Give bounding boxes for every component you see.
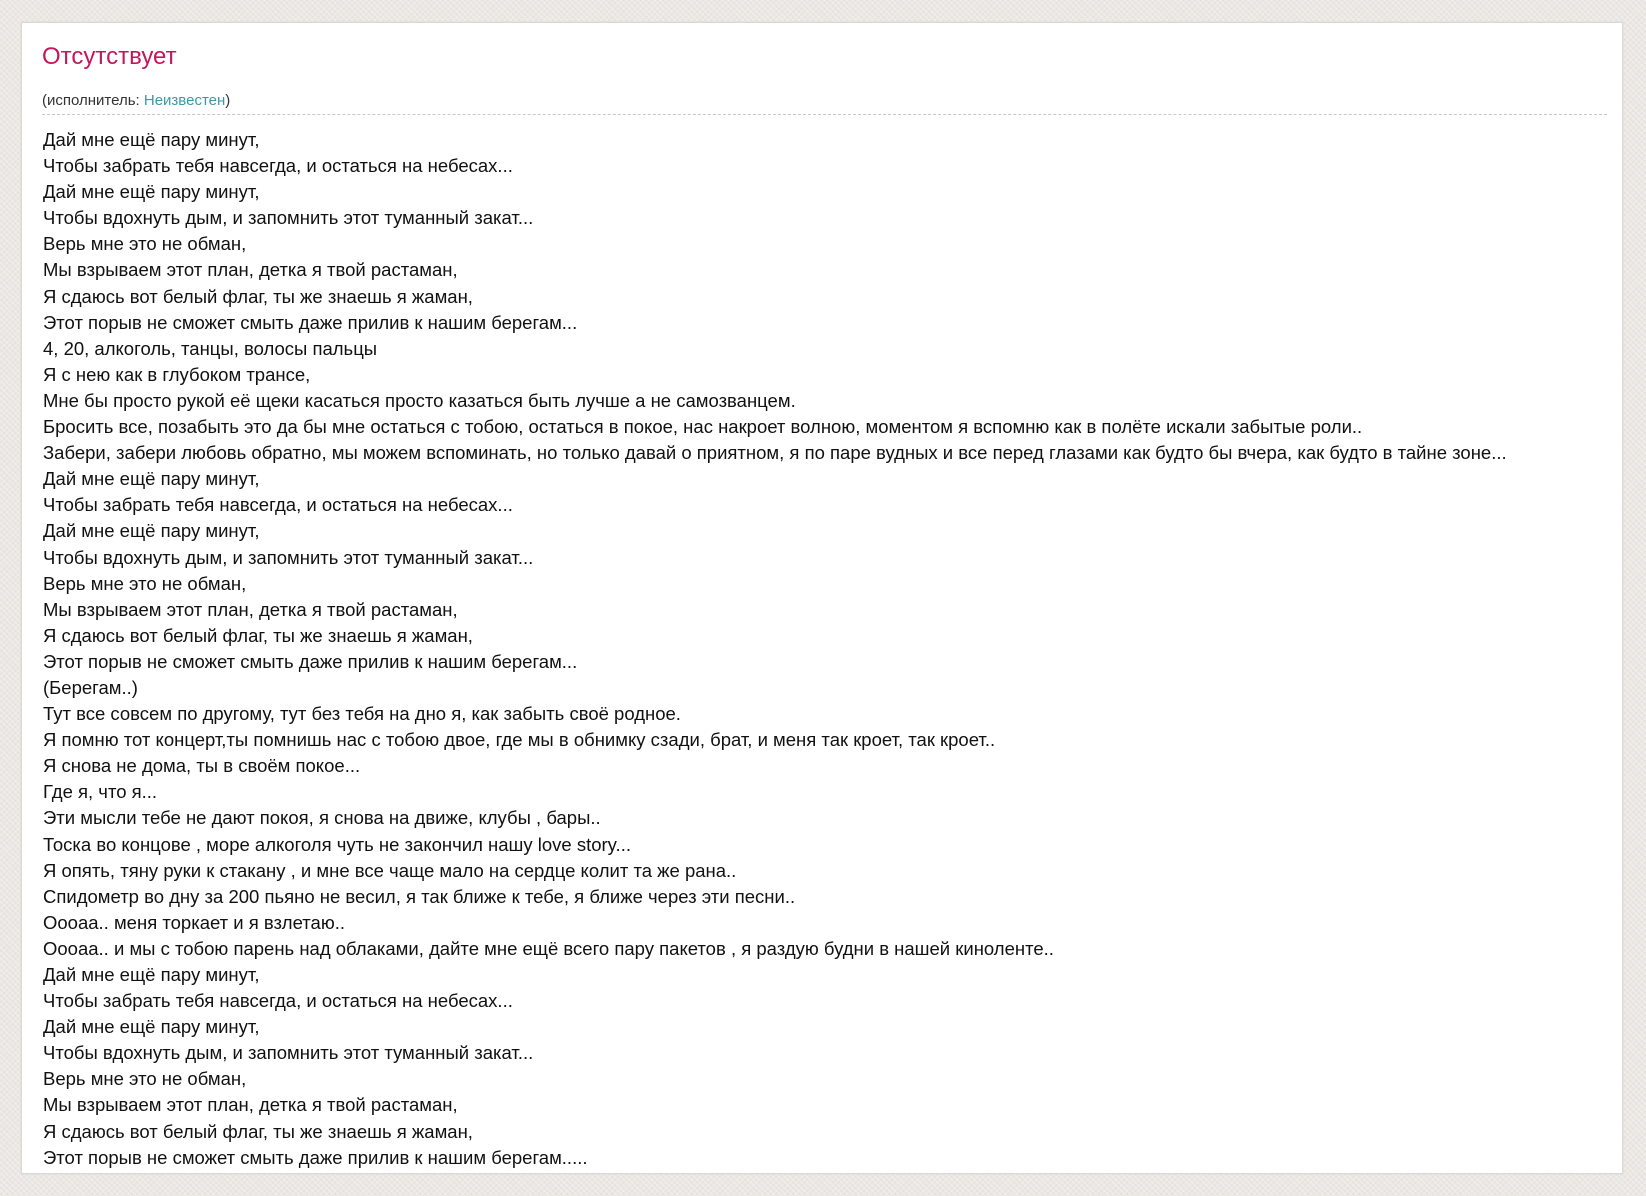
lyric-line: Забери, забери любовь обратно, мы можем вспоминать, но только давай о приятном, я по паре вудных и все перед глазами как будто бы вчера, как будто в тайне зоне...	[43, 442, 1507, 464]
lyric-line: Дай мне ещё пару минут,	[43, 181, 260, 203]
lyric-line: Этот порыв не сможет смыть даже прилив к нашим берегам.....	[43, 1146, 588, 1168]
lyric-line: Верь мне это не обман,	[43, 233, 247, 255]
lyric-line: Бросить все, позабыть это да бы мне остаться с тобою, остаться в покое, нас накроет волною, моментом я вспомню как в полёте искали забытые роли..	[43, 416, 1363, 438]
performer-link[interactable]: Неизвестен	[143, 92, 226, 109]
lyric-line: Где я, что я...	[43, 781, 158, 803]
lyric-line: Я снова не дома, ты в своём покое...	[43, 755, 361, 777]
lyric-line: Тоска во концове , море алкоголя чуть не закончил нашу love story...	[43, 833, 631, 855]
lyric-line: 4, 20, алкоголь, танцы, волосы пальцы	[43, 337, 378, 359]
lyric-line: (Берегам..)	[43, 676, 138, 698]
lyric-line: Оооаа.. и мы с тобою парень над облаками, дайте мне ещё всего пару пакетов , я раздую будни в нашей киноленте..	[43, 937, 1054, 959]
lyric-line: Чтобы забрать тебя навсегда, и остаться на небесах...	[43, 494, 513, 516]
lyric-line: Я с нею как в глубоком трансе,	[43, 363, 311, 385]
lyric-line: Чтобы забрать тебя навсегда, и остаться на небесах...	[43, 155, 513, 177]
lyric-line: Мы взрываем этот план, детка я твой растаман,	[43, 598, 458, 620]
lyric-line: Верь мне это не обман,	[43, 572, 247, 594]
lyrics-text	[43, 127, 1623, 1171]
lyric-line: Мне бы просто рукой её щеки касаться просто казаться быть лучше а не самозванцем.	[43, 389, 796, 411]
lyric-line: Дай мне ещё пару минут,	[43, 1016, 260, 1038]
lyric-line: Я сдаюсь вот белый флаг, ты же знаешь я жаман,	[43, 285, 473, 307]
lyric-line: Я сдаюсь вот белый флаг, ты же знаешь я жаман,	[43, 624, 473, 646]
lyric-line: Оооаа.. меня торкает и я взлетаю..	[43, 911, 345, 933]
lyric-line: Тут все совсем по другому, тут без тебя на дно я, как забыть своё родное.	[43, 703, 681, 725]
performer-line	[42, 92, 230, 110]
lyric-line: Спидометр во дну за 200 пьяно не весил, я так ближе к тебе, я ближе через эти песни..	[43, 885, 796, 907]
lyric-line: Я сдаюсь вот белый флаг, ты же знаешь я жаман,	[43, 1120, 473, 1142]
performer-suffix: )	[225, 92, 231, 109]
lyric-line: Эти мысли тебе не дают покоя, я снова на движе, клубы , бары..	[43, 807, 601, 829]
lyric-line: Мы взрываем этот план, детка я твой растаман,	[43, 1094, 458, 1116]
lyric-line: Мы взрываем этот план, детка я твой растаман,	[43, 259, 458, 281]
lyric-line: Верь мне это не обман,	[43, 1068, 247, 1090]
lyric-line: Чтобы вдохнуть дым, и запомнить этот туманный закат...	[43, 1042, 534, 1064]
lyric-line: Дай мне ещё пару минут,	[43, 520, 260, 542]
lyric-line: Чтобы вдохнуть дым, и запомнить этот туманный закат...	[43, 207, 534, 229]
lyric-line: Этот порыв не сможет смыть даже прилив к нашим берегам...	[43, 650, 578, 672]
lyric-line: Чтобы вдохнуть дым, и запомнить этот туманный закат...	[43, 546, 534, 568]
performer-prefix: (исполнитель:	[42, 92, 144, 109]
lyric-line: Я опять, тяну руки к стакану , и мне все чаще мало на сердце колит та же рана..	[43, 859, 737, 881]
lyric-line: Я помню тот концерт,ты помнишь нас с тобою двое, где мы в обнимку сзади, брат, и меня так кроет, так кроет..	[43, 729, 996, 751]
song-title: Отсутствует	[42, 43, 177, 70]
lyric-line: Чтобы забрать тебя навсегда, и остаться на небесах...	[43, 990, 513, 1012]
lyric-line: Дай мне ещё пару минут,	[43, 468, 260, 490]
lyric-line: Этот порыв не сможет смыть даже прилив к нашим берегам...	[43, 311, 578, 333]
song-header	[42, 42, 1607, 115]
lyric-line: Дай мне ещё пару минут,	[43, 129, 260, 150]
lyrics-card	[21, 22, 1623, 1174]
lyric-line: Дай мне ещё пару минут,	[43, 964, 260, 985]
